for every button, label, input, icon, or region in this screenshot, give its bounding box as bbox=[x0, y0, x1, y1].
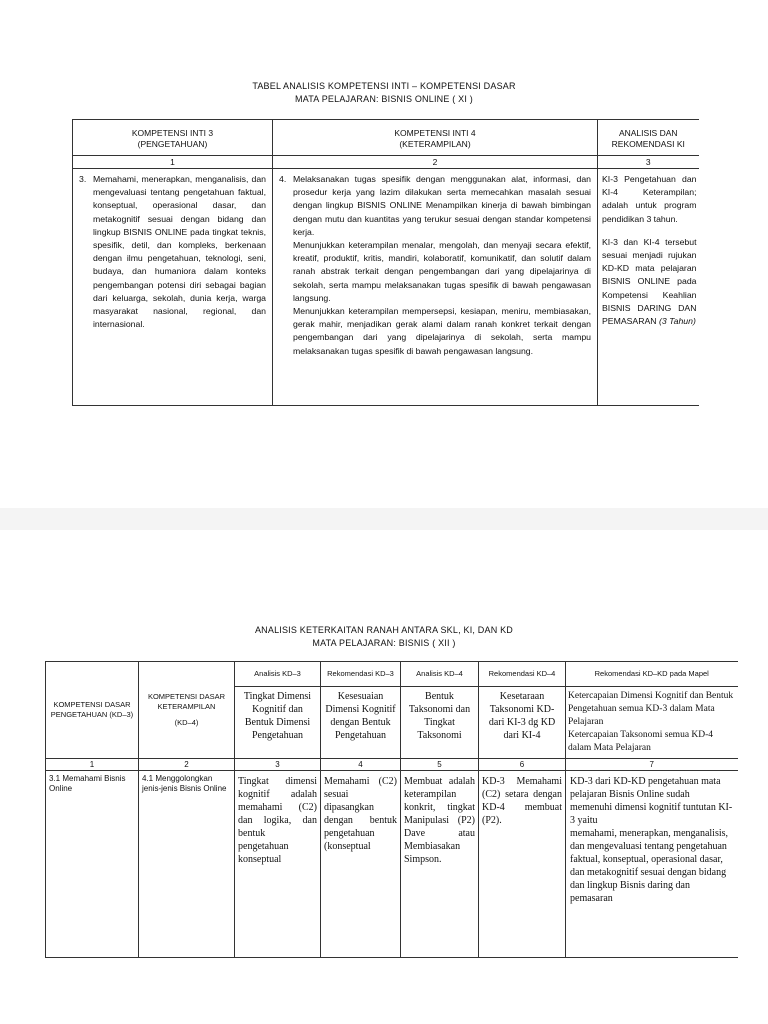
header-ki4-line1: KOMPETENSI INTI 4 bbox=[394, 128, 476, 138]
subheader-col7-line2: Ketercapaian Taksonomi semua KD-4 dalam Mata Pelajaran bbox=[568, 730, 714, 753]
subheader-col6: Kesetaraan Taksonomi KD-dari KI-3 dg KD dari KI-4 bbox=[479, 687, 566, 759]
column-number: 2 bbox=[273, 156, 598, 169]
column-number: 1 bbox=[73, 156, 273, 169]
ki4-cell bbox=[273, 169, 598, 406]
subheader-col4: Kesesuaian Dimensi Kognitif dengan Bentuk Pengetahuan bbox=[321, 687, 401, 759]
ki4-number: 4. bbox=[279, 174, 287, 184]
page2-title-line1: ANALISIS KETERKAITAN RANAH ANTARA SKL, KI, DAN KD bbox=[254, 625, 514, 635]
document-page-1 bbox=[0, 0, 768, 508]
column-number: 3 bbox=[235, 759, 321, 771]
header-kd3-text: KOMPETENSI DASAR PENGETAHUAN (KD–3) bbox=[50, 700, 134, 719]
header-analisis-line1: ANALISIS DAN bbox=[618, 128, 678, 138]
header-ki4-line2: (KETERAMPILAN) bbox=[399, 139, 471, 149]
kd4-cell: 4.1 Menggolongkan jenis-jenis Bisnis Online bbox=[139, 771, 235, 958]
ki3-number: 3. bbox=[79, 174, 87, 184]
header-rekomendasi-kd4: Rekomendasi KD–4 bbox=[479, 662, 566, 687]
page2-title-line2: MATA PELAJARAN: BISNIS ( XII ) bbox=[312, 638, 456, 648]
rekomendasi-mapel-line1: KD-3 dari KD-KD pengetahuan mata pelajaran Bisnis Online sudah memenuhi dimensi kognitif tuntutan KI-3 yaitu bbox=[570, 776, 733, 826]
kd-analysis-table bbox=[45, 661, 738, 958]
column-number: 3 bbox=[598, 156, 699, 169]
header-rekomendasi-kd3: Rekomendasi KD–3 bbox=[321, 662, 401, 687]
page-gap bbox=[0, 508, 768, 530]
analisis-paragraph-2: KI-3 dan KI-4 tersebut sesuai menjadi rujukan KD-KD mata pelajaran BISNIS ONLINE pada Kompetensi Keahlian BISNIS DARING DAN PEMASARAN bbox=[602, 236, 697, 327]
header-kd4-line1: KOMPETENSI DASAR KETERAMPILAN bbox=[147, 692, 226, 711]
subheader-col5: Bentuk Taksonomi dan Tingkat Taksonomi bbox=[401, 687, 479, 759]
rekomendasi-mapel-cell bbox=[566, 771, 738, 958]
column-number: 5 bbox=[401, 759, 479, 771]
ki4-paragraph: Melaksanakan tugas spesifik dengan menggunakan alat, informasi, dan prosedur kerja yang lazim dilakukan serta memecahkan masalah sesuai dengan lingkup BISNIS ONLINE Menampilkan kinerja di bawah bimbingan dengan mutu dan kuantitas yang terukur sesuai dengan standar kompetensi kerja. bbox=[293, 174, 591, 237]
analisis-kd3-cell: Tingkat dimensi kognitif adalah memahami (C2) dan logika, dan bentuk pengetahuan konseptual bbox=[235, 771, 321, 958]
analisis-paragraph-1: KI-3 Pengetahuan dan KI-4 Keterampilan; adalah untuk program pendidikan 3 tahun. bbox=[602, 174, 697, 224]
column-number: 2 bbox=[139, 759, 235, 771]
subheader-col7 bbox=[566, 687, 738, 759]
header-kd4-line2: (KD–4) bbox=[174, 718, 199, 727]
header-rekomendasi-mapel: Rekomendasi KD–KD pada Mapel bbox=[566, 662, 738, 687]
ki-analysis-table bbox=[72, 119, 699, 406]
header-analisis-kd3: Analisis KD–3 bbox=[235, 662, 321, 687]
rekomendasi-kd3-cell: Memahami (C2) sesuai dipasangkan dengan bentuk pengetahuan (konseptual bbox=[321, 771, 401, 958]
header-analisis-line2: REKOMENDASI KI bbox=[611, 139, 685, 149]
column-number: 7 bbox=[566, 759, 738, 771]
ki3-text: Memahami, menerapkan, menganalisis, dan mengevaluasi tentang pengetahuan faktual, konseptual, operasional dasar, dan metakognitif sesuai dengan bidang dan lingkup BISNIS ONLINE pada tingkat teknis, spesifik, detil, dan kompleks, berkenaan dengan ilmu pengetahuan, teknologi, seni, budaya, dan humaniora dalam konteks pengembangan potensi diri sebagai bagian dari keluarga, sekolah, dunia kerja, warga masyarakat nasional, regional, dan internasional. bbox=[93, 174, 266, 330]
header-ki3-line1: KOMPETENSI INTI 3 bbox=[131, 128, 214, 138]
analisis-kd4-cell: Membuat adalah keterampilan konkrit, tingkat Manipulasi (P2) Dave atau Membiasakan Simpson. bbox=[401, 771, 479, 958]
analisis-duration: (3 Tahun) bbox=[658, 316, 696, 327]
header-analisis bbox=[598, 120, 699, 156]
page1-title-line2: MATA PELAJARAN: BISNIS ONLINE ( XI ) bbox=[295, 94, 473, 104]
page1-title-line1: TABEL ANALISIS KOMPETENSI INTI – KOMPETENSI DASAR bbox=[252, 81, 516, 91]
subheader-col3: Tingkat Dimensi Kognitif dan Bentuk Dimensi Pengetahuan bbox=[235, 687, 321, 759]
header-analisis-kd4: Analisis KD–4 bbox=[401, 662, 479, 687]
header-ki3 bbox=[73, 120, 273, 156]
ki4-paragraph: Menunjukkan keterampilan menalar, mengolah, dan menyaji secara efektif, kreatif, produktif, kritis, mandiri, kolaboratif, komunikatif, dan solutif dalam ranah abstrak terkait dengan pengembangan dari yang dipelajarinya di sekolah, serta mampu melaksanakan tugas spesifik di bawah pengawasan langsung. bbox=[293, 240, 591, 303]
header-kd3 bbox=[46, 662, 139, 759]
header-ki4 bbox=[273, 120, 598, 156]
subheader-col7-line1: Ketercapaian Dimensi Kognitif dan Bentuk Pengetahuan semua KD-3 dalam Mata Pelajaran bbox=[568, 691, 734, 727]
column-number: 1 bbox=[46, 759, 139, 771]
ki3-cell bbox=[73, 169, 273, 406]
rekomendasi-mapel-line2: memahami, menerapkan, menganalisis, dan mengevaluasi tentang pengetahuan faktual, konseptual, operasional dasar, dan metakognitif sesuai dengan bidang dan lingkup Bisnis daring dan pemasaran bbox=[570, 828, 729, 904]
ki4-paragraph: Menunjukkan keterampilan mempersepsi, kesiapan, meniru, membiasakan, gerak mahir, menjadikan gerak alami dalam ranah konkret terkait dengan pengembangan dari yang dipelajarinya di sekolah, serta mampu melaksanakan tugas spesifik di bawah pengawasan langsung. bbox=[293, 306, 591, 356]
analisis-cell bbox=[598, 169, 699, 406]
header-kd4 bbox=[139, 662, 235, 759]
rekomendasi-kd4-cell: KD-3 Memahami (C2) setara dengan KD-4 membuat (P2). bbox=[479, 771, 566, 958]
header-ki3-line2: (PENGETAHUAN) bbox=[137, 139, 208, 149]
kd3-cell: 3.1 Memahami Bisnis Online bbox=[46, 771, 139, 958]
column-number: 6 bbox=[479, 759, 566, 771]
column-number: 4 bbox=[321, 759, 401, 771]
